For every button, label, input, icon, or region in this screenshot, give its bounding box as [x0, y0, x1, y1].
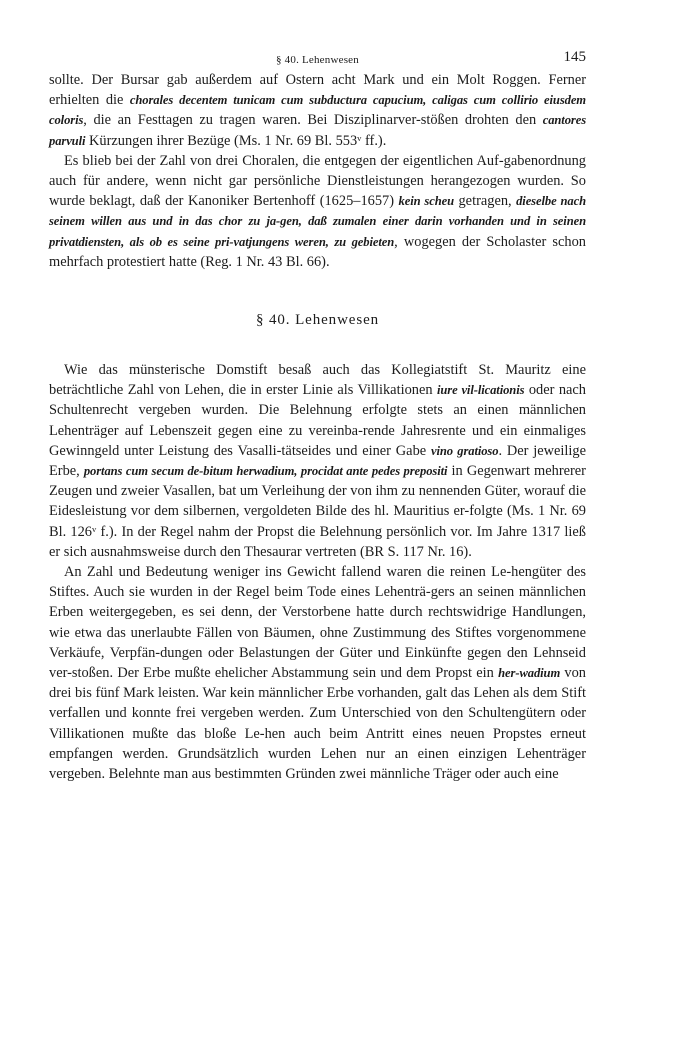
latin-quotation: cantores parvuli [49, 113, 586, 148]
book-page [49, 44, 586, 784]
paragraph [49, 360, 586, 562]
latin-quotation: her-wadium [498, 666, 561, 681]
latin-quotation: dieselbe nach seinem willen aus und in das chor zu ja-gen, daß zumalen einer darin vorhanden und in seinen privatdiensten, als ob es seine pri-vatjungens weren, zu gebieten [49, 194, 586, 249]
section-heading: § 40. Lehenwesen [255, 312, 380, 329]
paragraph [49, 151, 586, 272]
text-run: . Der jeweilige Erbe, [49, 442, 586, 480]
text-run: Kürzungen ihrer Bezüge (Ms. 1 Nr. 69 Bl. 553ᵛ ff.). [85, 132, 387, 149]
latin-quotation: chorales decentem tunicam cum subductura capucium, caligas cum collirio eiusdem coloris [49, 93, 586, 128]
text-run: in Gegenwart mehrerer Zeugen und zweier Vasallen, bat um Verleihung der von ihm zu nennenden Güter, worauf die Eidesleistung vor dem silbernen, vergoldeten Bilde des hl. Mauritius er-folgte (Ms. 1 Nr. 69 Bl. 126ᵛ f.). In der Regel nahm der Propst die Belehnung persönlich vor. Im Jahre 1317 ließ er sich ausnahmsweise durch den Thesaurar vertreten (BR S. 117 Nr. 16). [49, 463, 586, 560]
page-number: 145 [563, 49, 586, 65]
running-header [49, 44, 586, 70]
text-run: , die an Festtagen zu tragen waren. Bei Disziplinarver-stößen drohten den [83, 112, 543, 129]
latin-quotation: vino gratioso [430, 443, 499, 458]
text-run: Es blieb bei der Zahl von drei Choralen, die entgegen der eigentlichen Auf-gabenordnung auch für andere, wenn nicht gar persönliche Dienstleistungen herangezogen wurden. So wurde beklagt, daß der Kanoniker Bertenhoff (1625–1657) [49, 152, 586, 210]
running-title: § 40. Lehenwesen [276, 54, 359, 66]
paragraph [49, 562, 586, 784]
text-run: oder nach Schultenrecht vergeben wurden. Die Belehnung erfolgte stets an einen männlichen Lehenträger auf Lebenszeit gegen eine zu vereinba-rende Jahresrente und ein einmaliges Gewinngeld unter Leistung des Vasalli-tätseides und einer Gabe [49, 382, 586, 459]
text-run: An Zahl und Bedeutung weniger ins Gewicht fallend waren die reinen Le-hengüter des Stiftes. Auch sie wurden in der Regel beim Tode eines Lehenträ-gers an seinen männlichen Erben weitergegeben, es sei denn, der Verstorbene hatte durch rechtswidrige Handlungen, wie etwa das unerlaubte Fällen von Bäumen, ohne Zustimmung des Stiftes vorgenommene Verkäufe, Verpfän-dungen oder Belastungen der Güter und Einkünfte gegen den Lehnseid ver-stoßen. Der Erbe mußte ehelicher Abstammung sein und dem Propst ein [49, 564, 586, 682]
latin-quotation: iure vil-licationis [436, 383, 525, 398]
text-run: , wogegen der Scholaster schon mehrfach protestiert hatte (Reg. 1 Nr. 43 Bl. 66). [49, 233, 586, 270]
text-run: sollte. Der Bursar gab außerdem auf Ostern acht Mark und ein Molt Roggen. Ferner erhielten die [49, 72, 586, 109]
text-run: von drei bis fünf Mark leisten. War kein männlicher Erbe vorhanden, galt das Lehen als dem Stift verfallen und konnte frei vergeben werden. Zum Unterschied von den Schultengütern oder Villikationen mußte das bloße Le-hen auch beim Antritt eines neuen Propstes erneut empfangen werden. Grundsätzlich wurden Lehen nur an einen einzigen Lehenträger vergeben. Belehnte man aus bestimmten Gründen zwei männliche Träger oder auch eine [49, 665, 586, 783]
body-text [49, 70, 586, 784]
text-run: Wie das münsterische Domstift besaß auch das Kollegiatstift St. Mauritz eine beträchtliche Zahl von Lehen, die in erster Linie als Villikationen [49, 362, 586, 399]
paragraph [49, 70, 586, 151]
text-run: getragen, [454, 193, 517, 210]
latin-quotation: portans cum secum de-bitum herwadium, procidat ante pedes prepositi [83, 464, 448, 479]
latin-quotation: kein scheu [398, 194, 455, 209]
